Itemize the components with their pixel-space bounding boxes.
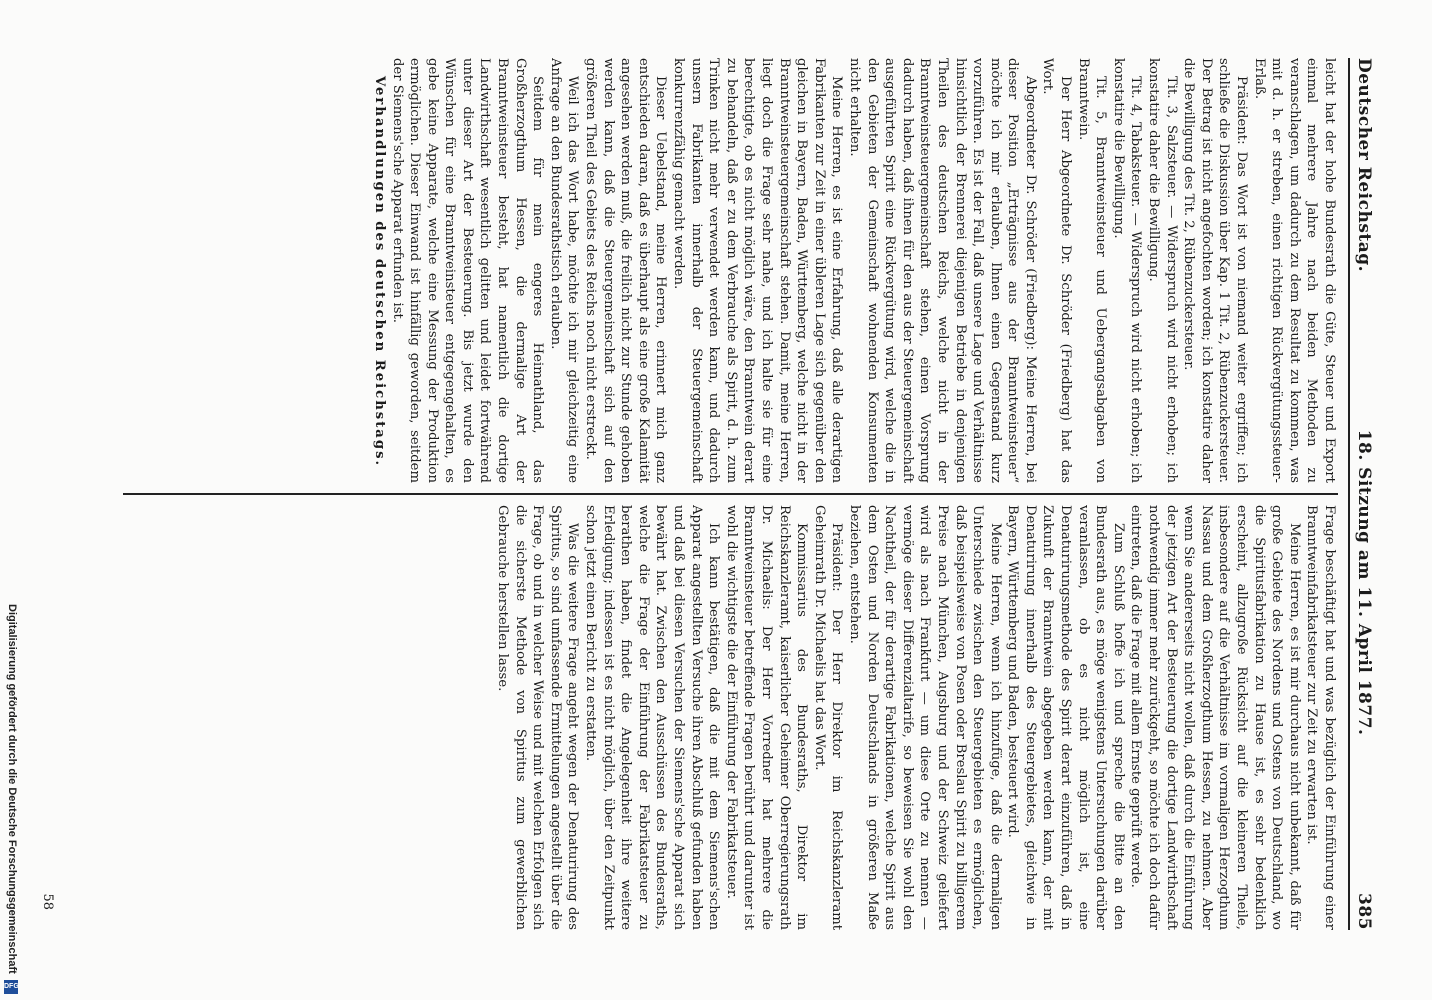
running-head bbox=[1348, 58, 1374, 930]
paragraph: Weil ich das Wort habe, möchte ich mir gleichzeitig eine Anfrage an den Bundesrathstisch erlauben. bbox=[547, 58, 581, 483]
right-column bbox=[123, 505, 1338, 930]
paragraph: Der Herr Abgeordnete Dr. Schröder (Friedberg) hat das Wort. bbox=[1040, 58, 1074, 483]
header-session: 18. Sitzung am 11. April 1877. bbox=[1354, 429, 1374, 736]
bottom-note: Verhandlungen des deutschen Reichstags. bbox=[371, 76, 387, 468]
paragraph: Ich kann bestätigen, daß die mit dem Siemens'schen Apparat angestellten Versuche ihren Abschluß gefunden haben und daß bei diesen Versuchen der Siemens'sche Apparat sich bewährt hat. Zwischen den Ausschüssen des Bundesraths, welche die Frage der Einführung der Fabrikatsteuer zu berathen haben, findet die Angelegenheit ihre weitere Erledigung; indessen ist es nicht möglich, über den Zeitpunkt schon jetzt einen Bericht zu erstatten. bbox=[583, 505, 722, 930]
paragraph: Frage beschäftigt hat und was bezüglich der Einführung einer Branntweinfabrikatsteuer zur Zeit zu erwarten ist. bbox=[1304, 505, 1337, 930]
paragraph: Meine Herren, wenn ich hinzufüge, daß die dermaligen Unterschiede zwischen den Steuergebieten es ermöglichen, daß beispielsweise von Posen oder Breslau Spirit zu billigerem Preise nach München, Augsburg und der Schweiz geliefert wird als nach Frankfurt — um diese Orte zu nennen — vermöge dieser Differenzialtarife, so beweisen Sie wohl den Nachtheil, der für derartige Fabrikationen, welche Spirit aus dem Osten und Norden Deutschlands in größeren Maße beziehen, entstehen. bbox=[846, 505, 1003, 930]
text-columns bbox=[123, 58, 1338, 930]
paragraph: Präsident: Das Wort ist von niemand weiter ergriffen; ich schließe die Diskussion über Kap. 1 Tit. 2, Rübenzuckersteuer. Der Betrag ist nicht angefochten worden; ich konstatire daher die Bewilligung des Tit. 2, Rübenzuckersteuer. bbox=[1181, 58, 1250, 483]
paragraph: Meine Herren, es ist mir durchaus nicht unbekannt, daß für große Gebiete des Nordens und Ostens von Deutschland, wo die Spiritusfabrikation zu Hause ist, es sehr bedenklich erscheint, allzugroße Rücksicht auf die kleineren Theile, insbesondere auf die Verhältnisse im vormaligen Herzogthum Nassau und dem Großherzogthum Hessen, zu nehmen. Aber wenn Sie andererseits nicht wollen, daß durch die Einführung der jetzigen Art der Besteuerung die dortige Landwirthschaft nothwendig immer mehr zurückgeht, so möchte ich doch dafür eintreten, daß die Frage mit allem Ernste geprüft werde. bbox=[1128, 505, 1302, 930]
paragraph: Zum Schluß hoffe ich und spreche die Bitte an den Bundesrath aus, es möge wenigstens Untersuchungen darüber veranlassen, ob es nicht möglich ist, eine Denaturirungsmethode des Spirit derart einzuführen, daß in Zukunft der Branntwein abgegeben werden kann, der mit Denaturirung innerhalb des Steuergebietes, gleichwie in Bayern, Württemberg und Baden, besteuert wird. bbox=[1005, 505, 1126, 930]
paragraph: Tit. 5, Branntweinsteuer und Uebergangsabgaben von Branntwein. bbox=[1075, 58, 1109, 483]
paragraph: Tit. 3, Salzsteuer. — Widerspruch wird nicht erhoben; ich konstatire daher die Bewilligung. bbox=[1146, 58, 1179, 483]
left-column bbox=[123, 58, 1338, 483]
paragraph: Dieser Uebelstand, meine Herren, erinnert mich ganz entschieden daran, daß es überhaupt als eine große Kalamität angesehen werden muß, die freilich nicht zur Stunde gehoben werden kann, daß die Steuergemeinschaft sich auf den größeren Theil des Gebiets des Reichs noch nicht erstreckt. bbox=[583, 58, 669, 483]
paragraph: Abgeordneter Dr. Schröder (Friedberg): Meine Herren, bei dieser Position „Erträgnisse aus der Branntweinsteuer“ möchte ich mir erlauben, Ihnen einen Gegenstand kurz vorzuführen. Es ist der Fall, daß unsere Lage und Verhältnisse hinsichtlich der Brennerei diejenigen Betriebe in denjenigen Theilen des deutschen Reichs, welche nicht in der Branntweinsteuergemeinschaft stehen, einen Vorsprung dadurch haben, daß ihnen für den aus der Steuergemeinschaft ausgeführten Spirit eine Rückvergütung wird, welche die in den Gebieten der Gemeinschaft wohnenden Konsumenten nicht erhalten. bbox=[846, 58, 1038, 483]
credit-text: Digitalisierung gefördert durch die Deutsche Forschungsgemeinschaft bbox=[6, 604, 18, 974]
page-number: 385 bbox=[1354, 893, 1374, 931]
dfg-logo-icon: DFG bbox=[4, 980, 18, 994]
digitization-credit bbox=[2, 596, 26, 996]
paragraph: Tit. 4, Tabaksteuer. — Widerspruch wird nicht erhoben; ich konstatire die Bewilligung. bbox=[1110, 58, 1144, 483]
column-divider bbox=[123, 493, 1338, 495]
paragraph: Seitdem für mein engeres Heimathland, das Großherzogthum Hessen, die dermalige Art der Branntweinsteuer besteht, hat namentlich die dortige Landwirthschaft wesentlich gelitten und leidet fortwährend unter dieser Art der Besteuerung. Bis jetzt wurde den Wünschen für eine Branntweinsteuer entgegengehalten, es gebe keine Apparate, welche eine Messung der Produktion ermöglichen. Dieser Einwand ist hinfällig geworden, seitdem der Siemens'sche Apparat erfunden ist. bbox=[389, 58, 546, 483]
header-title: Deutscher Reichstag. bbox=[1354, 58, 1374, 273]
printer-signature: 58 bbox=[40, 893, 55, 910]
paragraph: Meine Herren, es ist eine Erfahrung, daß alle derartigen Fabrikanten zur Zeit in einer übleren Lage sich gegenüber den gleichen in Bayern, Baden, Württemberg, welche nicht in der Branntweinsteuergemeinschaft stehen. Damit, meine Herren, liegt doch die Frage sehr nahe, und ich halte sie für eine berechtigte, ob es nicht möglich wäre, den Branntwein derart zu behandeln, daß er zu dem Verbrauche als Spirit, d. h. zum Trinken nicht mehr verwendet werden kann, und dadurch unsern Fabrikanten innerhalb der Steuergemeinschaft konkurrenzfähig gemacht werden. bbox=[671, 58, 845, 483]
paragraph: Was die weitere Frage angeht wegen der Denaturirung des Spiritus, so sind umfassende Ermittelungen angestellt über die Frage, ob und in welcher Weise und mit welchen Erfolgen sich die sicherste Methode von Spiritus zum gewerblichen Gebrauche herstellen lasse. bbox=[495, 505, 581, 930]
paragraph: Präsident: Der Herr Direktor im Reichskanzleramt Geheimrath Dr. Michaelis hat das Wort. bbox=[811, 505, 845, 930]
paragraph: leicht hat der hohe Bundesrath die Güte, Steuer und Export einmal mehrere Jahre nach beiden Methoden zu veranschlagen, um dadurch zu dem Resultat zu kommen, was mit d. h. er streben, einen richtigen Rückvergütungssteuer-Erlaß. bbox=[1251, 58, 1337, 483]
paragraph: Kommissarius des Bundesraths, Direktor im Reichskanzleramt, kaiserlicher Geheimer Oberregierungsrath Dr. Michaelis: Der Herr Vorredner hat mehrere die Branntweinsteuer betreffende Fragen berührt und darunter ist wohl die wichtigste die der Einführung der Fabrikatsteuer. bbox=[723, 505, 810, 930]
